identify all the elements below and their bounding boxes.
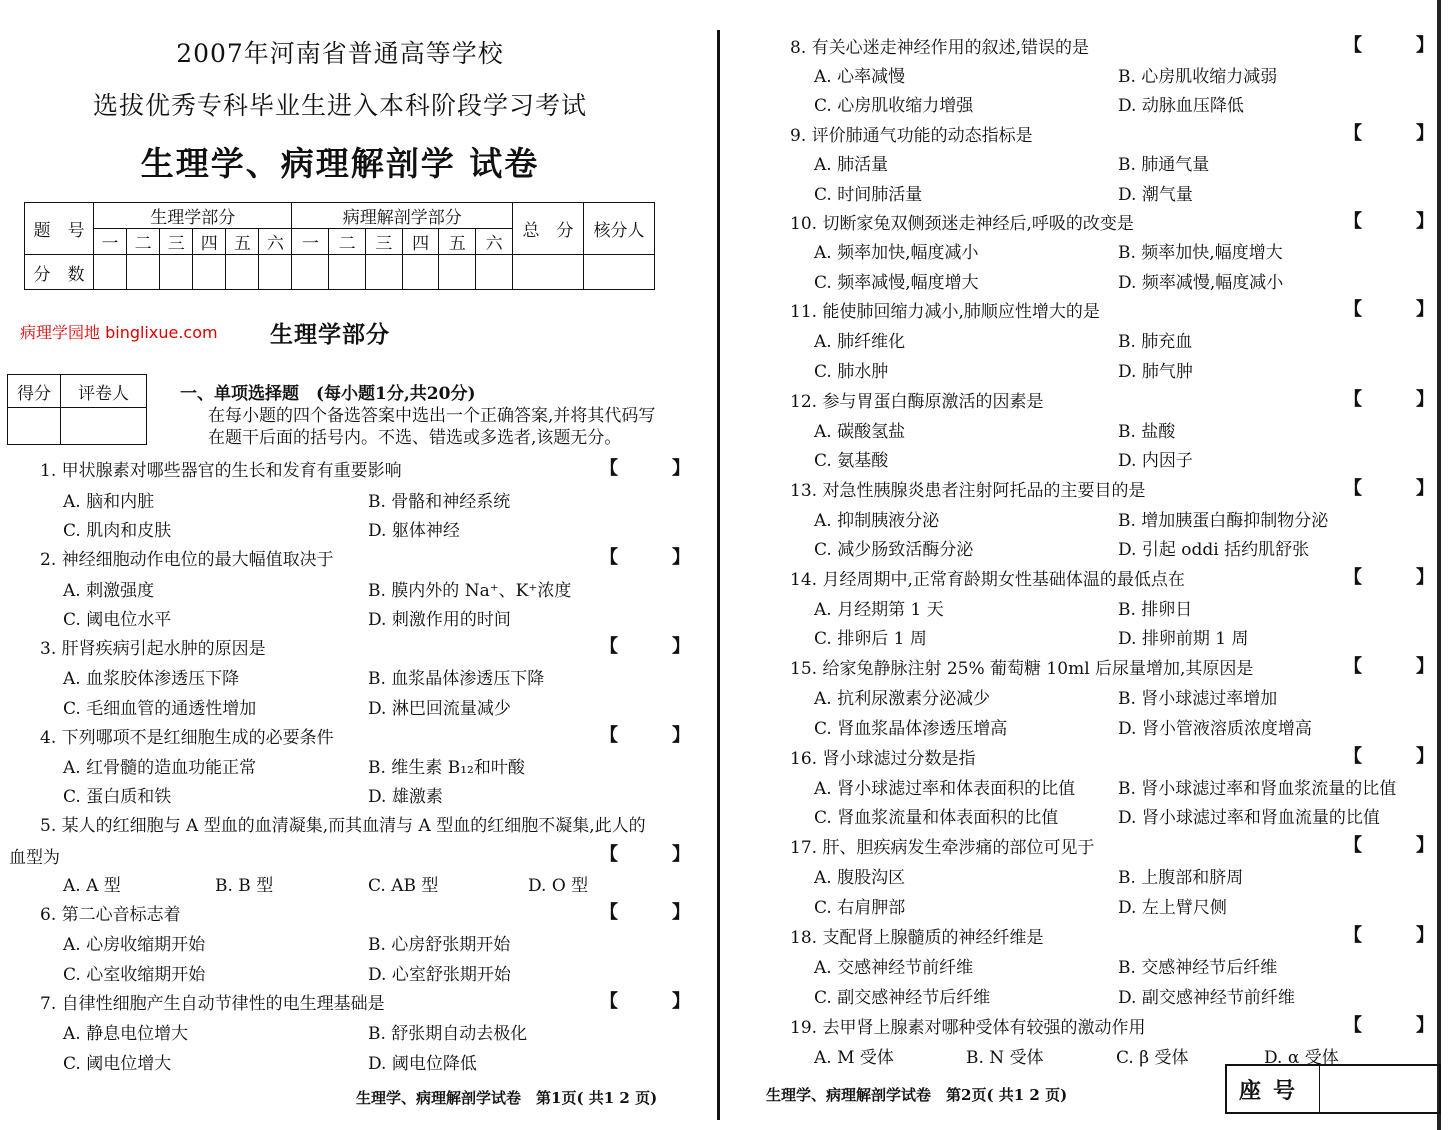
option-b: B. N 受体	[966, 1048, 1044, 1068]
score-table-patho: 病理解剖学部分	[292, 203, 513, 229]
option-c: C. 减少肠致活酶分泌	[814, 540, 974, 560]
score-num: 六	[259, 229, 292, 255]
option-d: D. 内因子	[1118, 451, 1193, 471]
score-cell[interactable]	[439, 255, 476, 290]
grade-box-grader-label: 评卷人	[61, 375, 147, 408]
answer-bracket[interactable]: 【 】	[600, 636, 690, 657]
option-a: A. 心房收缩期开始	[63, 935, 206, 955]
question-stem: 5. 某人的红细胞与 A 型血的血清凝集,而其血清与 A 型血的红细胞不凝集,此人的	[40, 816, 646, 836]
option-c: C. 副交感神经节后纤维	[814, 988, 991, 1008]
option-c: C. 肾血浆晶体渗透压增高	[814, 719, 1008, 739]
option-c: C. 心房肌收缩力增强	[814, 96, 974, 116]
question-stem: 2. 神经细胞动作电位的最大幅值取决于	[40, 550, 334, 570]
score-num: 五	[439, 229, 476, 255]
question-stem: 12. 参与胃蛋白酶原激活的因素是	[790, 392, 1044, 412]
score-cell[interactable]	[94, 255, 127, 290]
grade-box-grader-cell[interactable]	[61, 408, 147, 445]
option-a: A. 肾小球滤过率和体表面积的比值	[814, 779, 1076, 799]
option-c: C. 排卵后 1 周	[814, 629, 927, 649]
question-stem: 6. 第二心音标志着	[40, 905, 181, 925]
option-a: A. 血浆胶体渗透压下降	[63, 669, 240, 689]
option-c: C. 心室收缩期开始	[63, 965, 206, 985]
exam-header-line2: 选拔优秀专科毕业生进入本科阶段学习考试	[92, 91, 587, 120]
seat-number-field[interactable]	[1320, 1066, 1439, 1112]
score-cell[interactable]	[476, 255, 513, 290]
option-c: C. 蛋白质和铁	[63, 787, 172, 807]
option-a: A. 刺激强度	[63, 581, 155, 601]
score-table-tihao: 题 号	[25, 203, 94, 255]
option-a: A. 肺活量	[814, 155, 889, 175]
watermark-text: 病理学园地 binglixue.com	[20, 323, 218, 342]
option-b: B. 心房肌收缩力减弱	[1118, 67, 1278, 87]
answer-bracket[interactable]: 【 】	[1344, 835, 1434, 856]
score-cell[interactable]	[127, 255, 160, 290]
option-d: D. 排卵前期 1 周	[1118, 629, 1249, 649]
option-d: D. 潮气量	[1118, 185, 1193, 205]
score-num: 一	[292, 229, 329, 255]
option-a: A. 抑制胰液分泌	[814, 511, 940, 531]
answer-bracket[interactable]: 【 】	[600, 458, 690, 479]
score-num: 六	[476, 229, 513, 255]
score-num: 五	[226, 229, 259, 255]
question-stem: 11. 能使肺回缩力减小,肺顺应性增大的是	[790, 302, 1100, 322]
option-a: A. 碳酸氢盐	[814, 422, 906, 442]
option-d: D. 雄激素	[368, 787, 443, 807]
answer-bracket[interactable]: 【 】	[1344, 389, 1434, 410]
answer-bracket[interactable]: 【 】	[1344, 478, 1434, 499]
option-c: C. 阈电位增大	[63, 1054, 172, 1074]
score-table	[24, 202, 655, 290]
option-d: D. α 受体	[1264, 1048, 1339, 1068]
exam-header-line1: 2007年河南省普通高等学校	[176, 39, 504, 68]
question-stem: 9. 评价肺通气功能的动态指标是	[790, 126, 1033, 146]
seat-number-label: 座号	[1227, 1066, 1320, 1112]
score-table-checker: 核分人	[584, 203, 655, 255]
option-a: A. 静息电位增大	[63, 1024, 189, 1044]
option-a: A. M 受体	[814, 1048, 894, 1068]
score-cell-checker[interactable]	[584, 255, 655, 290]
score-cell[interactable]	[329, 255, 366, 290]
option-b: B. 排卵日	[1118, 600, 1193, 620]
option-b: B. 舒张期自动去极化	[368, 1024, 528, 1044]
instructions-line2: 在题干后面的括号内。不选、错选或多选者,该题无分。	[208, 428, 622, 448]
grade-box-score-cell[interactable]	[8, 408, 61, 445]
option-b: B. 上腹部和脐周	[1118, 868, 1244, 888]
answer-bracket[interactable]: 【 】	[1344, 1015, 1434, 1036]
option-b: B. 肾小球滤过率增加	[1118, 689, 1278, 709]
option-c: C. 氨基酸	[814, 451, 889, 471]
score-cell[interactable]	[259, 255, 292, 290]
score-num: 二	[329, 229, 366, 255]
option-a: A. 抗利尿激素分泌减少	[814, 689, 991, 709]
instructions-line1: 在每小题的四个备选答案中选出一个正确答案,并将其代码写	[208, 406, 656, 426]
question-stem-continued: 血型为	[9, 848, 60, 868]
option-a: A. 频率加快,幅度减小	[814, 243, 979, 263]
option-b: B. 心房舒张期开始	[368, 935, 511, 955]
option-d: D. 动脉血压降低	[1118, 96, 1244, 116]
option-b: B. 交感神经节后纤维	[1118, 958, 1278, 978]
option-d: D. 淋巴回流量减少	[368, 699, 511, 719]
option-a: A. 腹股沟区	[814, 868, 906, 888]
answer-bracket[interactable]: 【 】	[1344, 746, 1434, 767]
score-num: 四	[193, 229, 226, 255]
option-d: D. 躯体神经	[368, 521, 460, 541]
option-d: D. O 型	[528, 876, 589, 896]
option-c: C. 阈电位水平	[63, 610, 172, 630]
score-table-total: 总 分	[513, 203, 584, 255]
footer-page-number: 生理学、病理解剖学试卷 第2页( 共1 2 页)	[766, 1086, 1068, 1104]
option-d: D. 阈电位降低	[368, 1054, 477, 1074]
score-cell[interactable]	[292, 255, 329, 290]
answer-bracket[interactable]: 【 】	[1344, 299, 1434, 320]
score-cell-total[interactable]	[513, 255, 584, 290]
instructions-heading: 一、单项选择题 (每小题1分,共20分)	[180, 384, 476, 404]
option-a: A. 月经期第 1 天	[814, 600, 944, 620]
answer-bracket[interactable]: 【 】	[600, 547, 690, 568]
score-num: 三	[365, 229, 402, 255]
option-c: C. 肺水肿	[814, 362, 889, 382]
answer-bracket[interactable]: 【 】	[1344, 35, 1434, 56]
option-d: D. 心室舒张期开始	[368, 965, 511, 985]
score-cell[interactable]	[365, 255, 402, 290]
option-b: B. 膜内外的 Na⁺、K⁺浓度	[368, 581, 572, 601]
exam-page-1	[0, 0, 720, 1130]
option-a: A. 交感神经节前纤维	[814, 958, 974, 978]
question-stem: 10. 切断家兔双侧颈迷走神经后,呼吸的改变是	[790, 214, 1134, 234]
option-d: D. 肺气肿	[1118, 362, 1193, 382]
option-b: B. B 型	[215, 876, 274, 896]
option-c: C. 右肩胛部	[814, 898, 906, 918]
option-d: D. 副交感神经节前纤维	[1118, 988, 1295, 1008]
option-d: D. 肾小管液溶质浓度增高	[1118, 719, 1312, 739]
option-d: D. 肾小球滤过率和肾血流量的比值	[1118, 808, 1380, 828]
question-stem: 15. 给家兔静脉注射 25% 葡萄糖 10ml 后尿量增加,其原因是	[790, 659, 1254, 679]
answer-bracket[interactable]: 【 】	[1344, 656, 1434, 677]
question-stem: 1. 甲状腺素对哪些器官的生长和发育有重要影响	[40, 461, 402, 481]
option-c: C. 毛细血管的通透性增加	[63, 699, 257, 719]
answer-bracket[interactable]: 【 】	[600, 844, 690, 865]
option-a: A. 心率减慢	[814, 67, 906, 87]
option-d: D. 引起 oddi 括约肌舒张	[1118, 540, 1310, 560]
question-stem: 18. 支配肾上腺髓质的神经纤维是	[790, 928, 1044, 948]
question-stem: 7. 自律性细胞产生自动节律性的电生理基础是	[40, 994, 385, 1014]
question-stem: 17. 肝、胆疾病发生牵涉痛的部位可见于	[790, 838, 1095, 858]
option-b: B. 骨骼和神经系统	[368, 492, 511, 512]
score-cell[interactable]	[226, 255, 259, 290]
answer-bracket[interactable]: 【 】	[1344, 211, 1434, 232]
score-cell[interactable]	[402, 255, 439, 290]
option-a: A. 肺纤维化	[814, 332, 906, 352]
option-b: B. 血浆晶体渗透压下降	[368, 669, 545, 689]
option-b: B. 频率加快,幅度增大	[1118, 243, 1283, 263]
option-c: C. β 受体	[1116, 1048, 1189, 1068]
option-b: B. 肺充血	[1118, 332, 1193, 352]
question-stem: 16. 肾小球滤过分数是指	[790, 749, 976, 769]
option-c: C. AB 型	[368, 876, 439, 896]
option-c: C. 时间肺活量	[814, 185, 923, 205]
score-table-physio: 生理学部分	[94, 203, 292, 229]
option-d: D. 频率减慢,幅度减小	[1118, 273, 1284, 293]
question-stem: 14. 月经周期中,正常育龄期女性基础体温的最低点在	[790, 570, 1185, 590]
answer-bracket[interactable]: 【 】	[600, 902, 690, 923]
option-b: B. 盐酸	[1118, 422, 1176, 442]
score-table-fenshu: 分 数	[25, 255, 94, 290]
section-title: 生理学部分	[270, 321, 390, 348]
question-stem: 3. 肝肾疾病引起水肿的原因是	[40, 639, 266, 659]
question-stem: 4. 下列哪项不是红细胞生成的必要条件	[40, 728, 334, 748]
answer-bracket[interactable]: 【 】	[1344, 123, 1434, 144]
option-a: A. 脑和内脏	[63, 492, 155, 512]
option-a: A. A 型	[63, 876, 121, 896]
option-c: C. 频率减慢,幅度增大	[814, 273, 979, 293]
option-b: B. 肾小球滤过率和肾血浆流量的比值	[1118, 779, 1397, 799]
option-d: D. 刺激作用的时间	[368, 610, 511, 630]
option-b: B. 维生素 B₁₂和叶酸	[368, 758, 525, 778]
score-num: 三	[160, 229, 193, 255]
grade-box-score-label: 得分	[8, 375, 61, 408]
score-num: 一	[94, 229, 127, 255]
score-cell[interactable]	[160, 255, 193, 290]
option-d: D. 左上臂尺侧	[1118, 898, 1227, 918]
answer-bracket[interactable]: 【 】	[600, 991, 690, 1012]
option-b: B. 增加胰蛋白酶抑制物分泌	[1118, 511, 1329, 531]
option-c: C. 肾血浆流量和体表面积的比值	[814, 808, 1059, 828]
score-num: 二	[127, 229, 160, 255]
exam-page-2	[730, 0, 1448, 1130]
option-c: C. 肌肉和皮肤	[63, 521, 172, 541]
seat-number-box	[1225, 1064, 1441, 1114]
question-stem: 13. 对急性胰腺炎患者注射阿托品的主要目的是	[790, 481, 1146, 501]
exam-title: 生理学、病理解剖学 试卷	[140, 144, 540, 183]
footer-page-number: 生理学、病理解剖学试卷 第1页( 共1 2 页)	[356, 1089, 658, 1107]
answer-bracket[interactable]: 【 】	[600, 725, 690, 746]
question-stem: 19. 去甲肾上腺素对哪种受体有较强的激动作用	[790, 1018, 1146, 1038]
option-a: A. 红骨髓的造血功能正常	[63, 758, 257, 778]
answer-bracket[interactable]: 【 】	[1344, 567, 1434, 588]
option-b: B. 肺通气量	[1118, 155, 1210, 175]
grade-box	[7, 374, 147, 445]
score-num: 四	[402, 229, 439, 255]
answer-bracket[interactable]: 【 】	[1344, 925, 1434, 946]
question-stem: 8. 有关心迷走神经作用的叙述,错误的是	[790, 38, 1090, 58]
score-cell[interactable]	[193, 255, 226, 290]
